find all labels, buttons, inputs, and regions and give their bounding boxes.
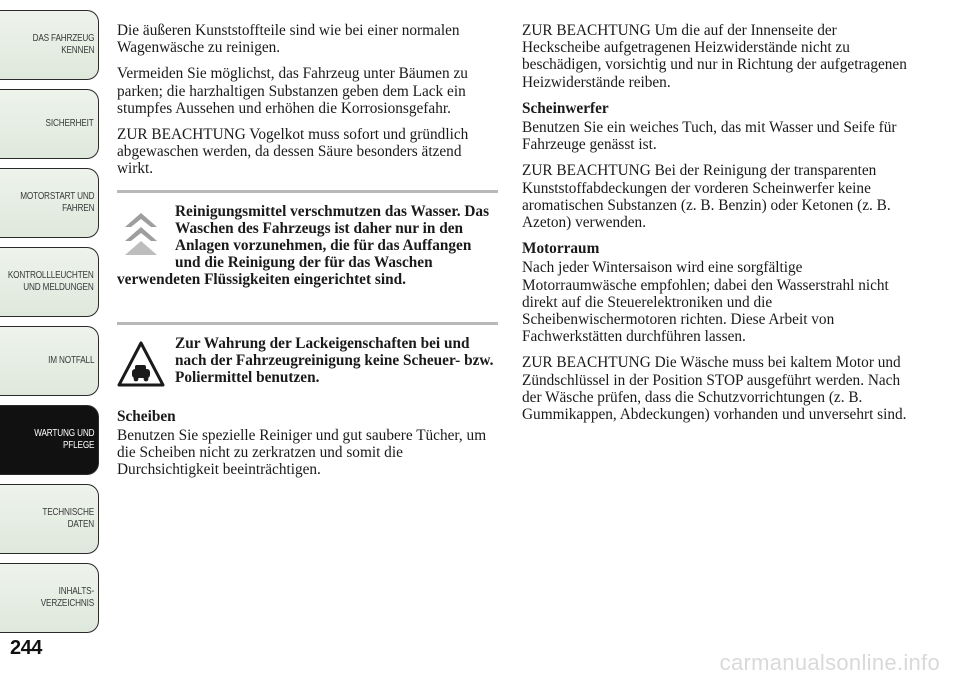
environment-callout	[117, 203, 497, 288]
environment-warning-icon	[117, 207, 165, 259]
paragraph: ZUR BEACHTUNG Um die auf der Innenseite der Heckscheibe aufgetragenen Heizwiderstände nicht zu beschädigen, vorsichtig und nur in Richtung der aufgetragenen Heizwiderstände reiben.	[522, 22, 907, 91]
tab-kontrollleuchten[interactable]	[0, 247, 99, 317]
warning-triangle-icon	[117, 339, 165, 391]
tab-motorstart-und-fahren[interactable]	[0, 168, 99, 238]
paragraph: ZUR BEACHTUNG Bei der Reinigung der transparenten Kunststoffabdeckungen der vorderen Scheinwerfer keine aromatischen Substanzen (z. B. Benzin) oder Ketonen (z. B. Azeton) verwenden.	[522, 162, 891, 232]
section-heading: Scheiben	[117, 407, 176, 425]
tab-label: WARTUNG UND PFLEGE	[33, 428, 94, 451]
divider	[117, 190, 498, 193]
tab-inhaltsverzeichnis[interactable]	[0, 563, 99, 633]
right-column	[522, 22, 917, 432]
tab-label: SICHERHEIT	[45, 118, 94, 129]
paragraph: Vermeiden Sie möglichst, das Fahrzeug unter Bäumen zu parken; die harzhaltigen Substanzen geben dem Lack ein stumpfes Aussehen und erhöhen die Korrosionsgefahr.	[117, 65, 468, 117]
tab-sicherheit[interactable]	[0, 89, 99, 159]
watermark: carmanualsonline.info	[719, 650, 940, 675]
page-number: 244	[10, 637, 42, 659]
tab-label: MOTORSTART UND FAHREN	[19, 191, 94, 214]
tab-label: INHALTS- VERZEICHNIS	[40, 586, 94, 609]
tab-label: TECHNISCHE DATEN	[42, 507, 94, 530]
tab-label: IM NOTFALL	[47, 355, 94, 366]
divider	[117, 322, 498, 325]
section-heading: Motorraum	[522, 240, 600, 258]
tab-im-notfall[interactable]	[0, 326, 99, 396]
paragraph: Nach jeder Wintersaison wird eine sorgfältige Motorraumwäsche empfohlen; dabei den Wasserstrahl nicht direkt auf die Steuerelektroniken und die Scheibenwischermotoren richten. Diese Arbeit von Fachwerkstätten durchführen lassen.	[522, 259, 889, 346]
paragraph: Die äußeren Kunststoffteile sind wie bei einer normalen Wagenwäsche zu reinigen.	[117, 22, 460, 57]
paragraph: ZUR BEACHTUNG Vogelkot muss sofort und gründlich abgewaschen werden, da dessen Säure besonders ätzend wirkt.	[117, 126, 469, 178]
tab-label: DAS FAHRZEUG KENNEN	[32, 33, 94, 56]
tab-label: KONTROLLLEUCHTEN UND MELDUNGEN	[8, 270, 94, 293]
paint-warning-callout	[117, 335, 497, 386]
left-column	[117, 22, 497, 487]
section-heading: Scheinwerfer	[522, 99, 609, 117]
tab-das-fahrzeug-kennen[interactable]	[0, 10, 99, 80]
tab-wartung-und-pflege[interactable]	[0, 405, 99, 475]
paragraph: Benutzen Sie spezielle Reiniger und gut saubere Tücher, um die Scheiben nicht zu zerkratzen und somit die Durchsichtigkeit beeinträchtigen.	[117, 426, 487, 479]
chapter-sidebar	[0, 0, 100, 640]
callout-text: Zur Wahrung der Lackeigenschaften bei und nach der Fahrzeugreinigung keine Scheuer- bzw. Poliermittel benutzen.	[175, 334, 494, 386]
paragraph: Benutzen Sie ein weiches Tuch, das mit Wasser und Seife für Fahrzeuge genässt ist.	[522, 119, 897, 154]
tab-technische-daten[interactable]	[0, 484, 99, 554]
paragraph: ZUR BEACHTUNG Die Wäsche muss bei kaltem Motor und Zündschlüssel in der Position STOP ausgeführt werden. Nach der Wäsche prüfen, dass die Schutzvorrichtungen (z. B. Gummikappen, Abdeckungen) vorhanden und unversehrt sind.	[522, 354, 907, 424]
callout-text: Reinigungsmittel verschmutzen das Wasser. Das Waschen des Fahrzeugs ist daher nur in den Anlagen vorzunehmen, die für das Auffangen und die Reinigung der für das Waschen verwendeten Flüssigkeiten eingerichtet sind.	[117, 202, 490, 288]
